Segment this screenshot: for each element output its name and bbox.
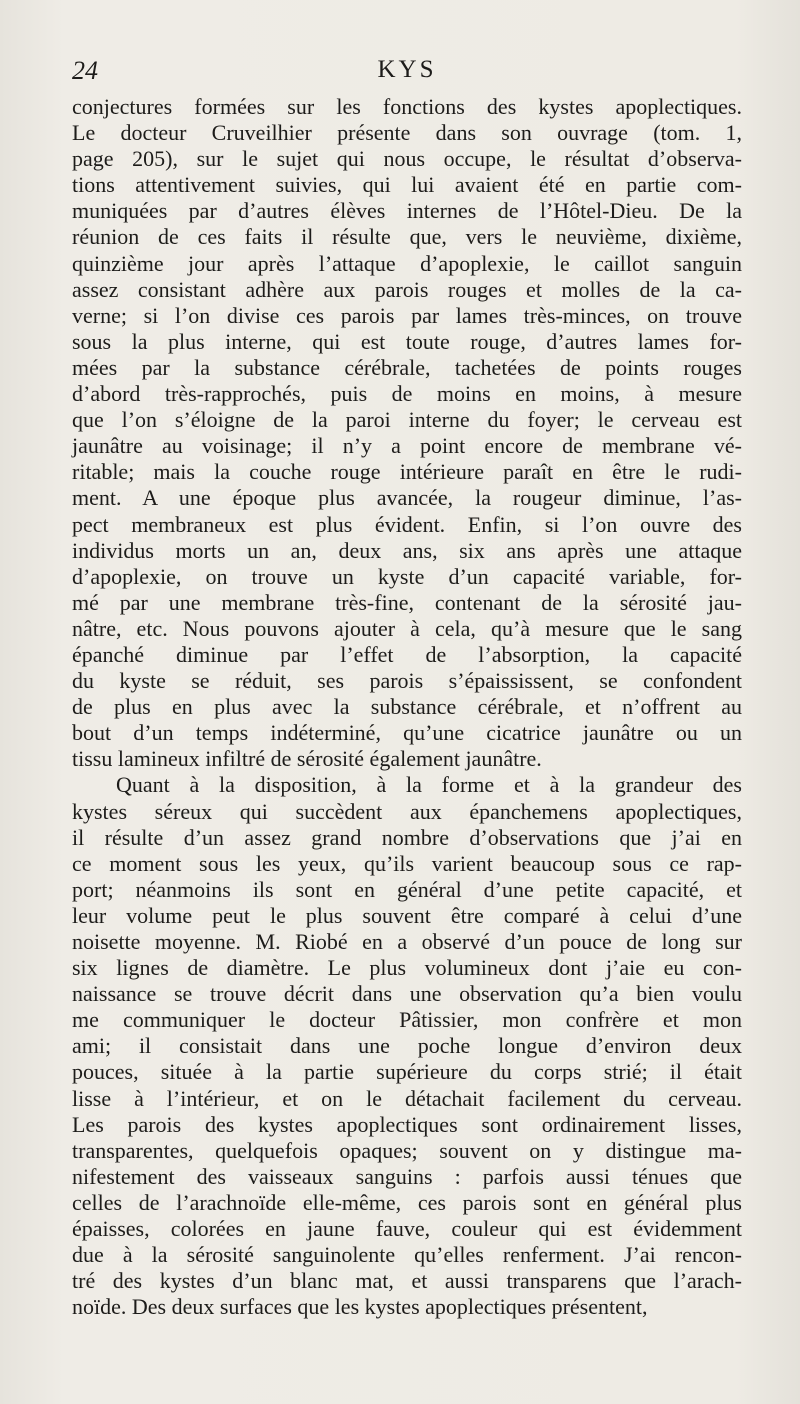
text-line: du kyste se réduit, ses parois s’épaississent, se confondent — [72, 668, 742, 694]
text-line: Quant à la disposition, à la forme et à la grandeur des — [116, 772, 742, 798]
text-line: assez consistant adhère aux parois rouges et molles de la ca- — [72, 276, 742, 302]
text-line: me communiquer le docteur Pâtissier, mon confrère et mon — [72, 1007, 742, 1033]
text-line: naissance se trouve décrit dans une observation qu’a bien voulu — [72, 981, 742, 1007]
text-line: tions attentivement suivies, qui lui avaient été en partie com- — [72, 172, 742, 198]
body-text — [72, 94, 742, 1320]
text-line: nâtre, etc. Nous pouvons ajouter à cela, qu’à mesure que le sang — [72, 615, 742, 641]
running-head: KYS — [377, 56, 437, 83]
text-line: kystes séreux qui succèdent aux épanchemens apoplectiques, — [72, 798, 742, 824]
page-number: 24 — [72, 56, 98, 85]
text-line: épaisses, colorées en jaune fauve, couleur qui est évidemment — [72, 1216, 742, 1242]
text-line: Le docteur Cruveilhier présente dans son ouvrage (tom. 1, — [72, 120, 742, 146]
text-line: quinzième jour après l’attaque d’apoplexie, le caillot sanguin — [72, 250, 742, 276]
text-line: mé par une membrane très-fine, contenant de la sérosité jau- — [72, 589, 742, 615]
text-line: nifestement des vaisseaux sanguins : parfois aussi ténues que — [72, 1163, 742, 1189]
text-line: ritable; mais la couche rouge intérieure paraît en être le rudi- — [72, 459, 742, 485]
text-line: individus morts un an, deux ans, six ans après une attaque — [72, 537, 742, 563]
text-line: page 205), sur le sujet qui nous occupe, le résultat d’observa- — [72, 146, 742, 172]
text-line: pect membraneux est plus évident. Enfin, si l’on ouvre des — [72, 511, 742, 537]
text-line: bout d’un temps indéterminé, qu’une cicatrice jaunâtre ou un — [72, 720, 742, 746]
text-line: épanché diminue par l’effet de l’absorption, la capacité — [72, 641, 742, 667]
text-line: sous la plus interne, qui est toute rouge, d’autres lames for- — [72, 328, 742, 354]
text-line: d’apoplexie, on trouve un kyste d’un capacité variable, for- — [72, 563, 742, 589]
text-line: transparentes, quelquefois opaques; souvent on y distingue ma- — [72, 1137, 742, 1163]
paragraph — [72, 94, 742, 772]
text-line: conjectures formées sur les fonctions des kystes apoplectiques. — [72, 94, 742, 119]
text-line: verne; si l’on divise ces parois par lames très-minces, on trouve — [72, 302, 742, 328]
text-line: ment. A une époque plus avancée, la rougeur diminue, l’as- — [72, 485, 742, 511]
text-line: pouces, située à la partie supérieure du corps strié; il était — [72, 1059, 742, 1085]
text-line: noïde. Des deux surfaces que les kystes apoplectiques présentent, — [72, 1294, 648, 1320]
text-line: il résulte d’un assez grand nombre d’observations que j’ai en — [72, 824, 742, 850]
text-line: mées par la substance cérébrale, tachetées de points rouges — [72, 354, 742, 380]
text-line: lisse à l’intérieur, et on le détachait facilement du cerveau. — [72, 1085, 742, 1111]
text-line: tré des kystes d’un blanc mat, et aussi transparens que l’arach- — [72, 1268, 742, 1294]
text-line: noisette moyenne. M. Riobé en a observé d’un pouce de long sur — [72, 929, 742, 954]
text-line: ce moment sous les yeux, qu’ils varient beaucoup sous ce rap- — [72, 850, 742, 876]
text-line: jaunâtre au voisinage; il n’y a point encore de membrane vé- — [72, 433, 742, 459]
text-line: ami; il consistait dans une poche longue d’environ deux — [72, 1033, 742, 1059]
text-line: d’abord très-rapprochés, puis de moins en moins, à mesure — [72, 381, 742, 407]
text-line: tissu lamineux infiltré de sérosité également jaunâtre. — [72, 746, 542, 772]
text-line: celles de l’arachnoïde elle-même, ces parois sont en général plus — [72, 1189, 742, 1215]
paragraph — [72, 772, 742, 1320]
text-line: que l’on s’éloigne de la paroi interne du foyer; le cerveau est — [72, 407, 742, 433]
text-line: muniquées par d’autres élèves internes de l’Hôtel-Dieu. De la — [72, 198, 742, 224]
page-header — [72, 56, 742, 92]
text-line: port; néanmoins ils sont en général d’une petite capacité, et — [72, 876, 742, 902]
text-line: due à la sérosité sanguinolente qu’elles renferment. J’ai rencon- — [72, 1242, 742, 1268]
text-line: Les parois des kystes apoplectiques sont ordinairement lisses, — [72, 1111, 742, 1137]
text-line: de plus en plus avec la substance cérébrale, et n’offrent au — [72, 694, 742, 720]
text-line: leur volume peut le plus souvent être comparé à celui d’une — [72, 902, 742, 928]
text-line: six lignes de diamètre. Le plus volumineux dont j’aie eu con- — [72, 955, 742, 981]
text-line: réunion de ces faits il résulte que, vers le neuvième, dixième, — [72, 224, 742, 250]
